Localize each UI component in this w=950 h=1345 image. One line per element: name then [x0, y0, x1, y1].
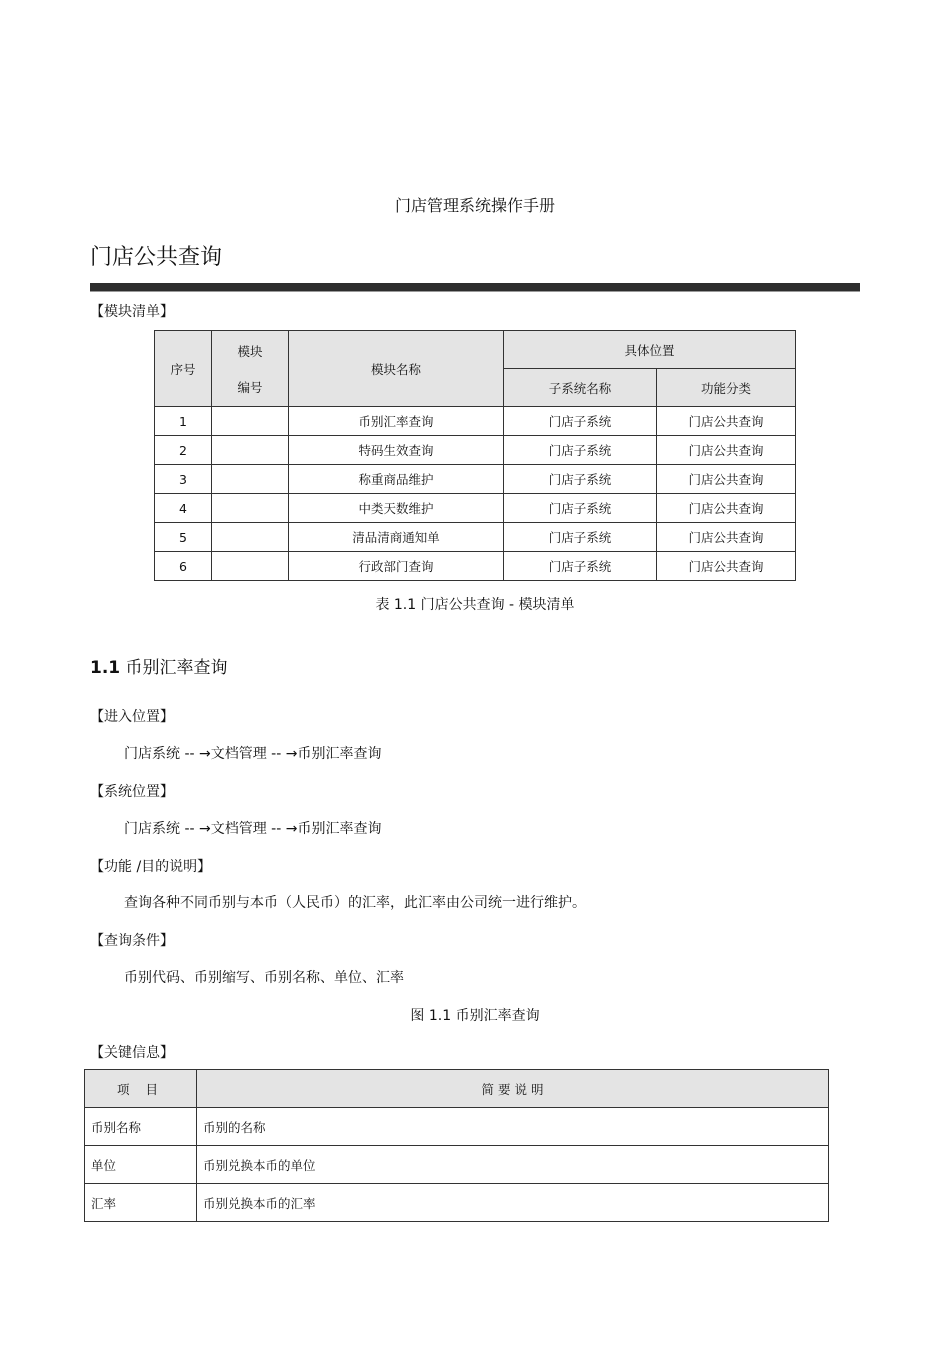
cell-item: 币别名称	[85, 1108, 197, 1146]
cell-item: 单位	[85, 1146, 197, 1184]
cell-seq: 6	[155, 552, 212, 581]
cell-name: 中类天数维护	[289, 494, 504, 523]
cell-name: 币别汇率查询	[289, 407, 504, 436]
header-description: 简 要 说 明	[197, 1070, 829, 1108]
cell-code	[212, 407, 289, 436]
cell-description: 币别兑换本币的单位	[197, 1146, 829, 1184]
cell-code	[212, 465, 289, 494]
key-info-label: 【关键信息】	[90, 1045, 174, 1061]
cell-item: 汇率	[85, 1184, 197, 1222]
query-conditions-label: 【查询条件】	[90, 933, 174, 949]
figure-caption: 图 1.1 币别汇率查询	[410, 1008, 540, 1024]
header-seq: 序号	[155, 331, 212, 407]
cell-seq: 1	[155, 407, 212, 436]
header-module-code-line1: 模块	[237, 343, 263, 359]
key-info-table	[84, 1069, 829, 1222]
cell-code	[212, 552, 289, 581]
header-module-code-line2: 编号	[237, 379, 263, 395]
table-row	[155, 436, 796, 465]
section-number: 1.1	[90, 658, 121, 678]
entry-location-label: 【进入位置】	[90, 709, 174, 725]
cell-name: 称重商品维护	[289, 465, 504, 494]
cell-subsystem: 门店子系统	[504, 407, 657, 436]
module-table-caption: 表 1.1 门店公共查询 - 模块清单	[375, 597, 575, 613]
table-row	[85, 1108, 829, 1146]
cell-description: 币别的名称	[197, 1108, 829, 1146]
table-row	[155, 465, 796, 494]
header-module-name: 模块名称	[289, 331, 504, 407]
module-list-label: 【模块清单】	[90, 304, 174, 320]
system-location-path: 门店系统 -- →文档管理 -- →币别汇率查询	[124, 821, 382, 837]
cell-name: 行政部门查询	[289, 552, 504, 581]
cell-seq: 4	[155, 494, 212, 523]
cell-description: 币别兑换本币的汇率	[197, 1184, 829, 1222]
cell-subsystem: 门店子系统	[504, 523, 657, 552]
cell-category: 门店公共查询	[657, 552, 796, 581]
cell-name: 清品清商通知单	[289, 523, 504, 552]
header-location: 具体位置	[504, 331, 796, 369]
cell-code	[212, 523, 289, 552]
table-row	[155, 523, 796, 552]
cell-code	[212, 436, 289, 465]
table-row	[85, 1146, 829, 1184]
module-list-table	[154, 330, 796, 581]
table-row	[155, 407, 796, 436]
header-item: 项 目	[85, 1070, 197, 1108]
header-subsystem: 子系统名称	[504, 369, 657, 407]
cell-category: 门店公共查询	[657, 494, 796, 523]
cell-seq: 5	[155, 523, 212, 552]
query-conditions-text: 币别代码、币别缩写、币别名称、单位、汇率	[124, 970, 404, 986]
cell-subsystem: 门店子系统	[504, 465, 657, 494]
table-row	[85, 1184, 829, 1222]
cell-subsystem: 门店子系统	[504, 436, 657, 465]
function-description: 查询各种不同币别与本币（人民币）的汇率，此汇率由公司统一进行维护。	[124, 895, 586, 911]
cell-code	[212, 494, 289, 523]
cell-seq: 3	[155, 465, 212, 494]
function-label: 【功能 /目的说明】	[90, 859, 212, 875]
cell-category: 门店公共查询	[657, 407, 796, 436]
cell-subsystem: 门店子系统	[504, 552, 657, 581]
cell-category: 门店公共查询	[657, 465, 796, 494]
cell-name: 特码生效查询	[289, 436, 504, 465]
cell-subsystem: 门店子系统	[504, 494, 657, 523]
cell-category: 门店公共查询	[657, 436, 796, 465]
table-row	[155, 552, 796, 581]
cell-category: 门店公共查询	[657, 523, 796, 552]
section-heading	[90, 653, 228, 678]
header-module-code	[212, 331, 289, 407]
cell-seq: 2	[155, 436, 212, 465]
chapter-divider	[90, 283, 860, 292]
section-title: 币别汇率查询	[125, 658, 228, 678]
document-header-title: 门店管理系统操作手册	[394, 196, 555, 215]
table-row	[155, 494, 796, 523]
chapter-title: 门店公共查询	[90, 245, 223, 270]
entry-location-path: 门店系统 -- →文档管理 -- →币别汇率查询	[124, 746, 382, 762]
header-category: 功能分类	[657, 369, 796, 407]
system-location-label: 【系统位置】	[90, 784, 174, 800]
